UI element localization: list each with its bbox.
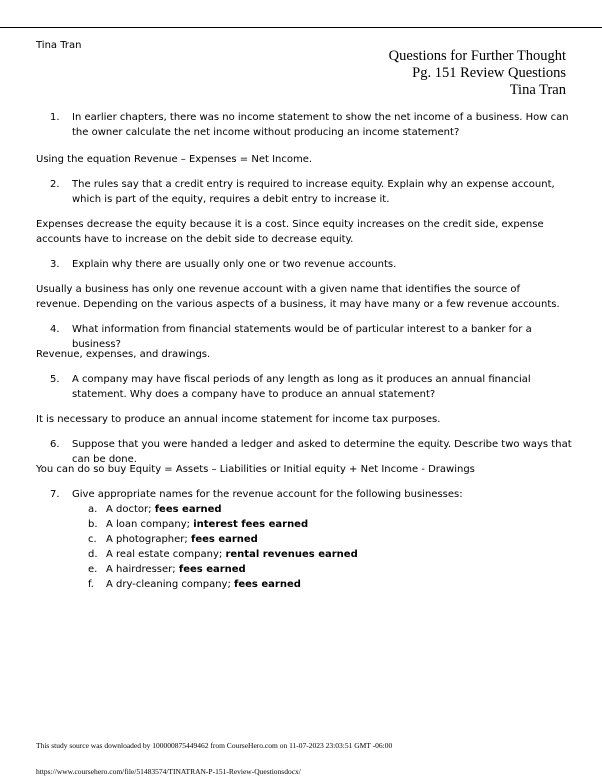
list-letter: e.: [88, 564, 98, 575]
list-item: [88, 547, 546, 562]
question-text: The rules say that a credit entry is required to increase equity. Explain why an expense account, which is part of the equity, requires a debit entry to increase it.: [72, 179, 555, 205]
answer-6: You can do so buy Equity = Assets – Liabilities or Initial equity + Net Income - Drawings: [36, 464, 475, 475]
business-name: A real estate company;: [106, 549, 223, 560]
revenue-account: fees earned: [178, 564, 246, 575]
list-item: [88, 517, 546, 532]
answer-5: It is necessary to produce an annual income statement for income tax purposes.: [36, 414, 441, 425]
list-letter: a.: [88, 504, 98, 515]
question-2: [50, 177, 572, 207]
revenue-account: fees earned: [154, 504, 222, 515]
question-1: [50, 110, 572, 140]
title-author-line: Tina Tran: [509, 82, 566, 98]
list-item: [88, 577, 546, 592]
download-notice: This study source was downloaded by 100000875449462 from CourseHero.com on 11-07-2023 23:03:51 GMT -06:00: [36, 741, 393, 750]
list-letter: f.: [88, 579, 94, 590]
question-text: Explain why there are usually only one or two revenue accounts.: [72, 259, 397, 270]
answer-3: Usually a business has only one revenue account with a given name that identifies the source of revenue. Depending on the various aspects of a business, it may have many or a few revenue accounts.: [36, 284, 560, 310]
answer-4: Revenue, expenses, and drawings.: [36, 349, 211, 360]
title-line: Questions for Further Thought: [388, 48, 566, 64]
list-letter: d.: [88, 549, 98, 560]
question-number: 4.: [50, 324, 60, 335]
author-name: Tina Tran: [36, 40, 82, 51]
question-text: Give appropriate names for the revenue account for the following businesses:: [72, 489, 463, 500]
revenue-account: interest fees earned: [193, 519, 309, 530]
question-3: [50, 257, 572, 272]
subtitle-line: Pg. 151 Review Questions: [412, 65, 566, 81]
list-letter: c.: [88, 534, 97, 545]
business-name: A dry-cleaning company;: [106, 579, 231, 590]
question-text: A company may have fiscal periods of any length as long as it produces an annual financial statement. Why does a company have to produce an annual statement?: [72, 374, 531, 400]
list-item: [88, 562, 546, 577]
question-number: 7.: [50, 489, 60, 500]
revenue-account: fees earned: [190, 534, 258, 545]
business-name: A loan company;: [106, 519, 191, 530]
question-number: 6.: [50, 439, 60, 450]
answer-2: Expenses decrease the equity because it is a cost. Since equity increases on the credit side, expense accounts have to increase on the debit side to decrease equity.: [36, 219, 544, 245]
question-number: 5.: [50, 374, 60, 385]
question-number: 1.: [50, 112, 60, 123]
question-7: [50, 487, 572, 502]
business-name: A hairdresser;: [106, 564, 176, 575]
question-5: [50, 372, 572, 402]
question-text: In earlier chapters, there was no income statement to show the net income of a business. How can the owner calculate the net income without producing an income statement?: [72, 112, 569, 138]
source-url: https://www.coursehero.com/file/51483574/TINATRAN-P-151-Review-Questionsdocx/: [36, 767, 301, 776]
question-number: 3.: [50, 259, 60, 270]
revenue-account: fees earned: [234, 579, 301, 590]
question-text: What information from financial statements would be of particular interest to a banker for a business?: [72, 324, 532, 350]
question-number: 2.: [50, 179, 60, 190]
list-letter: b.: [88, 519, 98, 530]
list-item: [88, 532, 546, 547]
question-text: Suppose that you were handed a ledger and asked to determine the equity. Describe two ways that can be done.: [72, 439, 572, 465]
top-rule: [0, 27, 602, 28]
answer-1: Using the equation Revenue – Expenses = Net Income.: [36, 154, 313, 165]
list-item: [88, 502, 546, 517]
business-name: A photographer;: [106, 534, 188, 545]
business-name: A doctor;: [106, 504, 152, 515]
document-title: [389, 48, 566, 99]
revenue-account: rental revenues earned: [225, 549, 358, 560]
